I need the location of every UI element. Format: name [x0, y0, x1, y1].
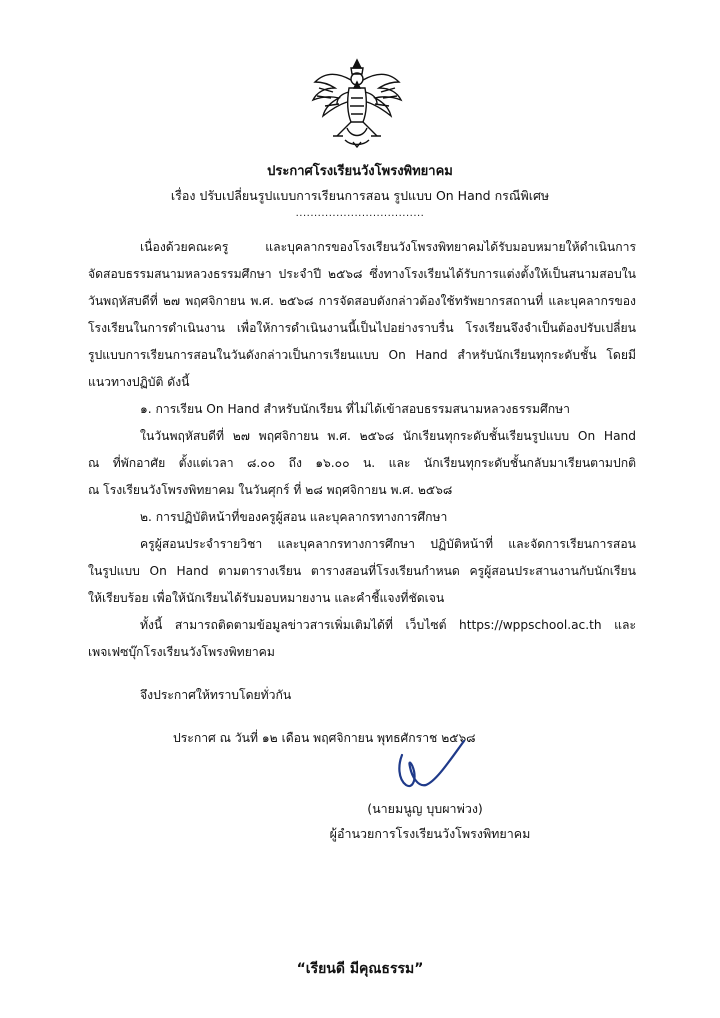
closing-line: จึงประกาศให้ทราบโดยทั่วกัน — [140, 688, 292, 702]
garuda-emblem-icon — [307, 58, 407, 148]
item-1-line: ณ โรงเรียนวังโพรงพิทยาคม ในวันศุกร์ ที่ ๒๘ พฤศจิกายน พ.ศ. ๒๕๖๘ — [88, 483, 453, 497]
school-motto: “เรียนดี มีคุณธรรม” — [296, 961, 424, 977]
body-line: โรงเรียนในการดำเนินงาน เพื่อให้การดำเนินงานนี้เป็นไปอย่างราบรื่น โรงเรียนจึงจำเป็นต้องปรับเปลี่ยน — [88, 321, 636, 335]
item-1-line: ในวันพฤหัสบดีที่ ๒๗ พฤศจิกายน พ.ศ. ๒๕๖๘ นักเรียนทุกระดับชั้นเรียนรูปแบบ On Hand — [140, 429, 636, 443]
announcement-title: ประกาศโรงเรียนวังโพรงพิทยาคม — [267, 164, 453, 179]
signer-position: ผู้อำนวยการโรงเรียนวังโพรงพิทยาคม — [329, 826, 531, 841]
item-2-heading: ๒. การปฏิบัติหน้าที่ของครูผู้สอน และบุคลากรทางการศึกษา — [140, 510, 448, 524]
announce-date: ประกาศ ณ วันที่ ๑๒ เดือน พฤศจิกายน พุทธศักราช ๒๕๖๘ — [173, 731, 476, 745]
separator-line: ................................... — [295, 208, 425, 219]
item-2-line: ให้เรียบร้อย เพื่อให้นักเรียนได้รับมอบหมายงาน และคำชี้แจงที่ชัดเจน — [88, 591, 445, 605]
item-2-line: ในรูปแบบ On Hand ตามตารางเรียน ตารางสอนที่โรงเรียนกำหนด ครูผู้สอนประสานงานกับนักเรียน — [88, 564, 636, 578]
item-1-line: ณ ที่พักอาศัย ตั้งแต่เวลา ๘.๐๐ ถึง ๑๖.๐๐ น. และ นักเรียนทุกระดับชั้นกลับมาเรียนตามปกติ — [88, 456, 636, 470]
follow-up-line: ทั้งนี้ สามารถติดตามข้อมูลข่าวสารเพิ่มเติมได้ที่ เว็บไซต์ https://wppschool.ac.th และ — [140, 618, 636, 632]
body-line: วันพฤหัสบดีที่ ๒๗ พฤศจิกายน พ.ศ. ๒๕๖๘ การจัดสอบดังกล่าวต้องใช้ทรัพยากรสถานที่ และบุคลากรของ — [88, 294, 636, 308]
signature-icon — [392, 735, 472, 795]
body-line: แนวทางปฏิบัติ ดังนี้ — [88, 375, 190, 389]
announcement-body — [88, 234, 636, 752]
announcement-subject: เรื่อง ปรับเปลี่ยนรูปแบบการเรียนการสอน รูปแบบ On Hand กรณีพิเศษ — [170, 188, 550, 203]
body-line: รูปแบบการเรียนการสอนในวันดังกล่าวเป็นการเรียนแบบ On Hand สำหรับนักเรียนทุกระดับชั้น โดยมี — [88, 348, 636, 362]
item-2-line: ครูผู้สอนประจำรายวิชา และบุคลากรทางการศึกษา ปฏิบัติหน้าที่ และจัดการเรียนการสอน — [140, 537, 636, 551]
signer-name: (นายมนูญ บุบผาพ่วง) — [367, 801, 483, 816]
body-line: เนื่องด้วยคณะครู และบุคลากรของโรงเรียนวังโพรงพิทยาคมได้รับมอบหมายให้ดำเนินการ — [140, 240, 636, 254]
item-1-heading: ๑. การเรียน On Hand สำหรับนักเรียน ที่ไม่ได้เข้าสอบธรรมสนามหลวงธรรมศึกษา — [140, 402, 570, 416]
follow-up-line: เพจเฟซบุ๊กโรงเรียนวังโพรงพิทยาคม — [88, 645, 275, 659]
body-line: จัดสอบธรรมสนามหลวงธรรมศึกษา ประจำปี ๒๕๖๘ ซึ่งทางโรงเรียนได้รับการแต่งตั้งให้เป็นสนามสอบใน — [88, 267, 636, 281]
